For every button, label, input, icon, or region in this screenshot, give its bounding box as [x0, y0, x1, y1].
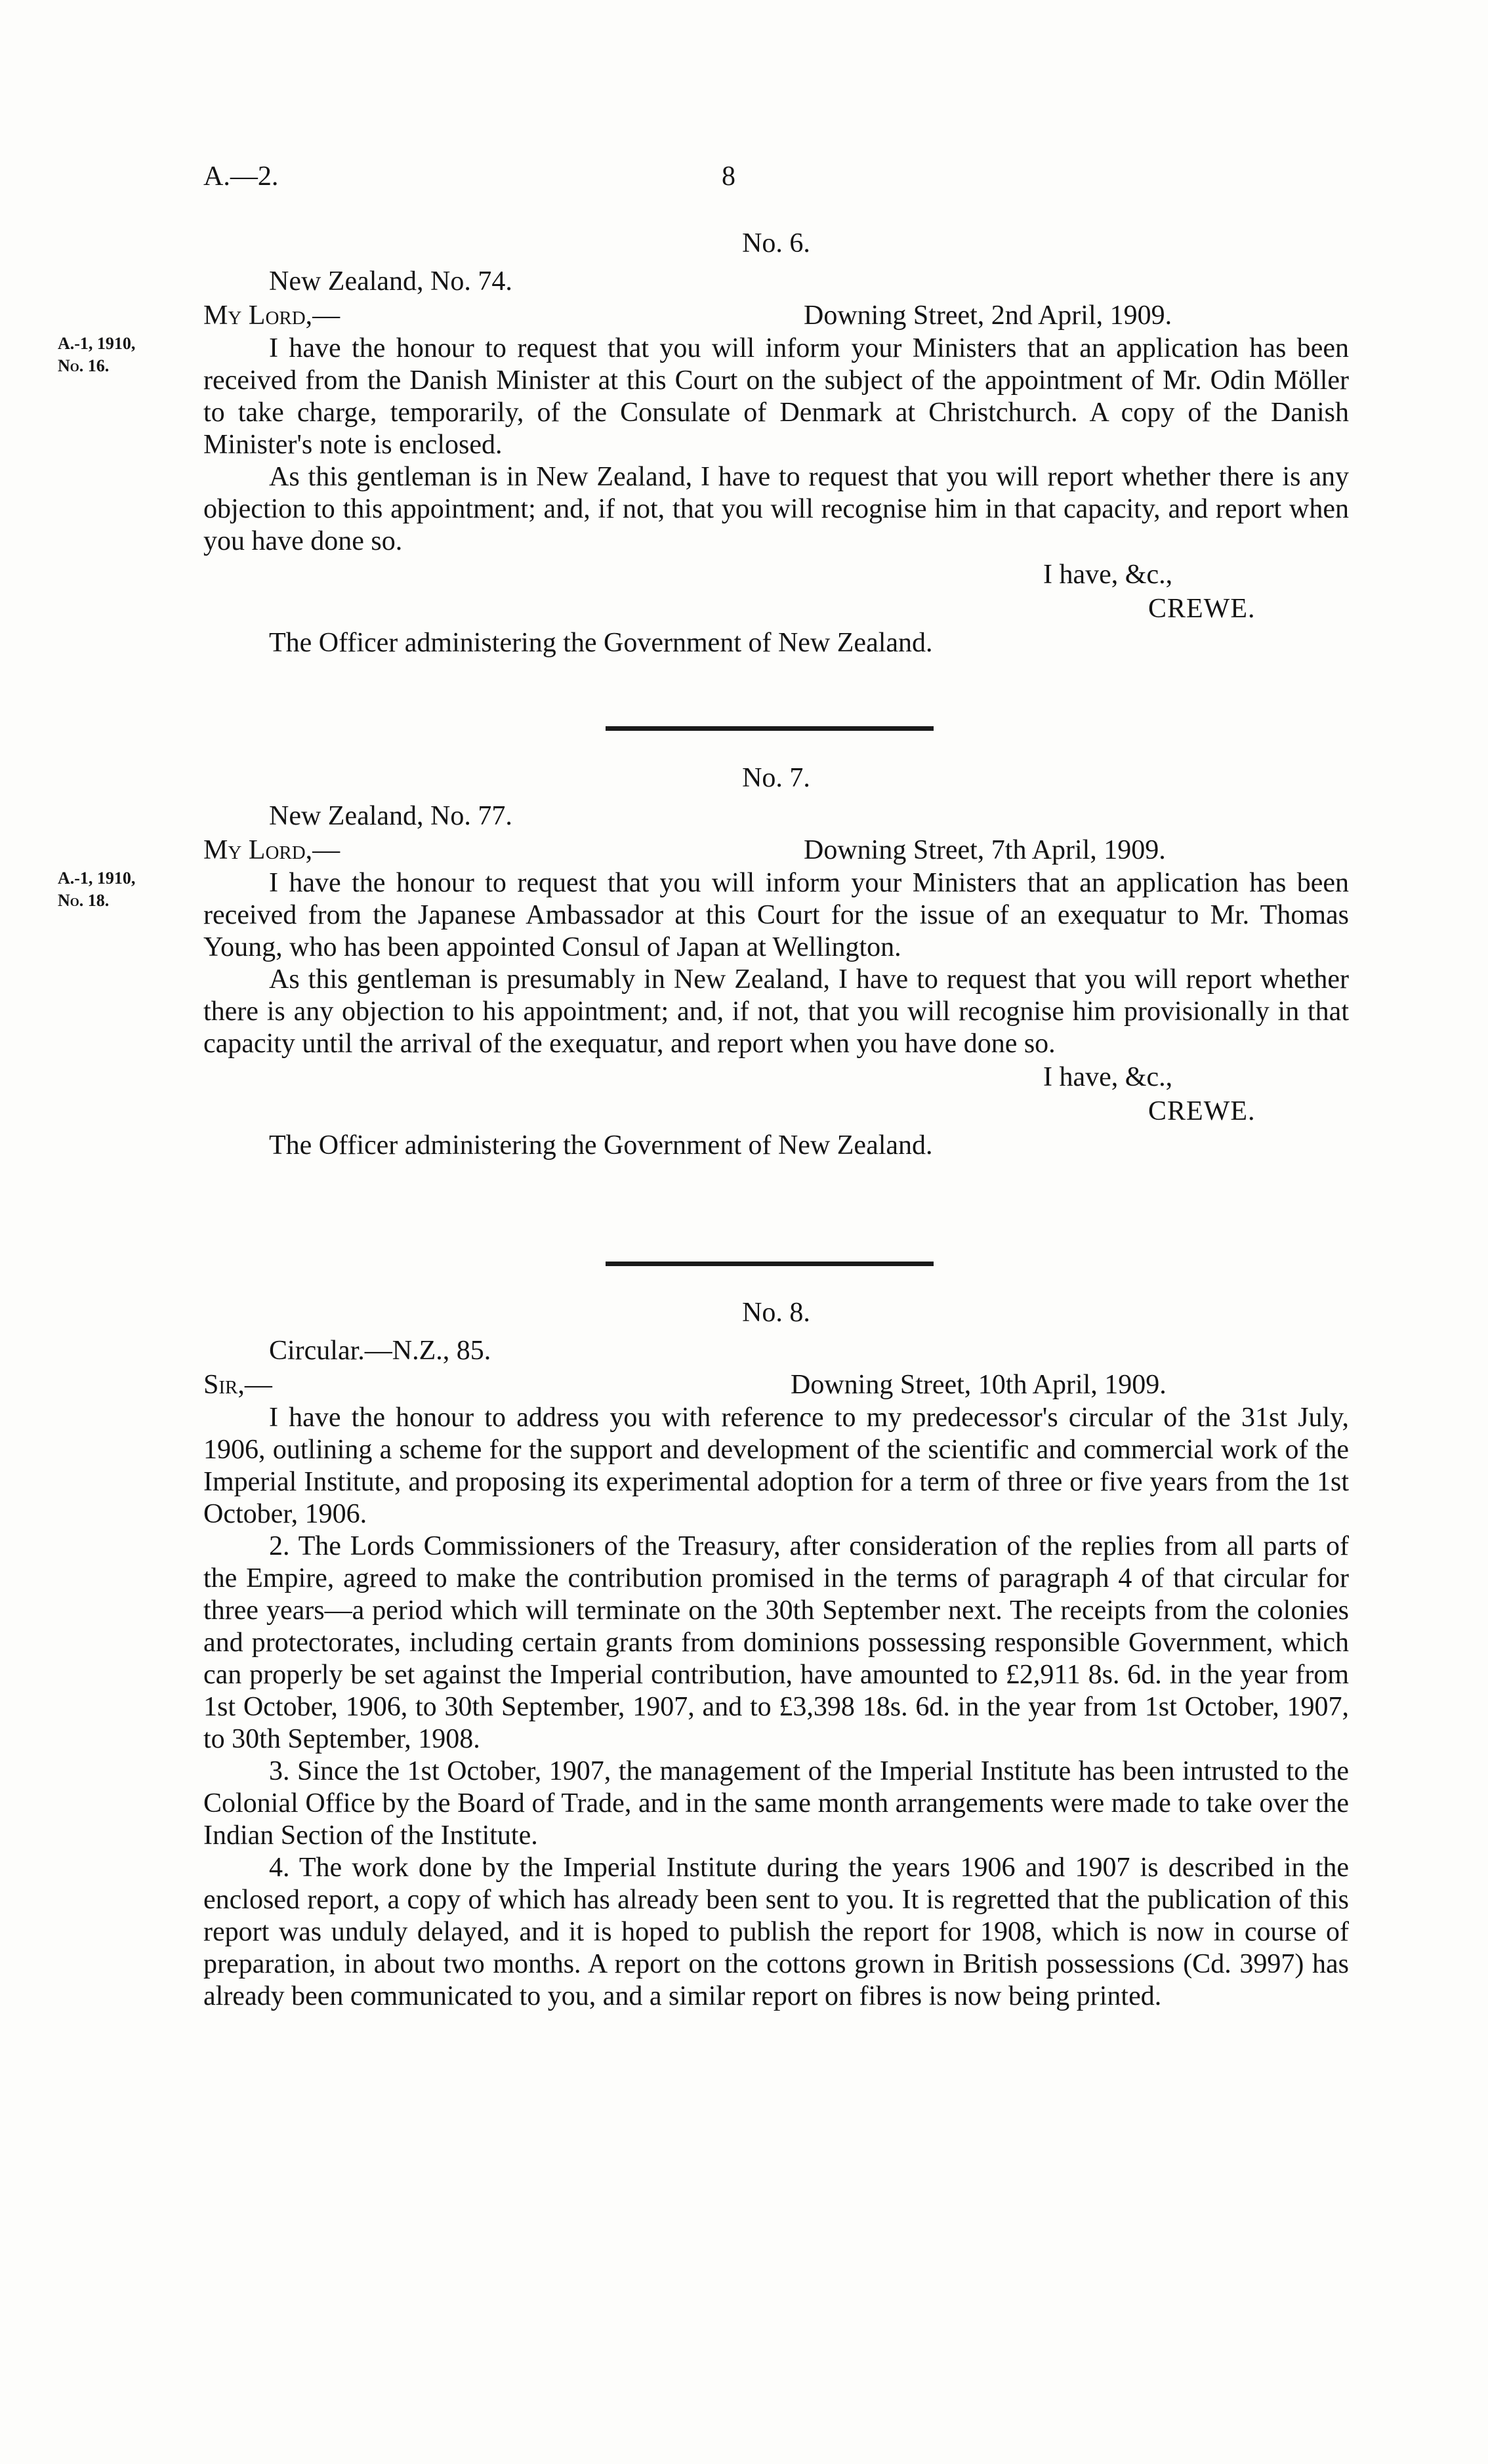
salutation: Sir,—	[203, 1370, 272, 1400]
salutation: My Lord,—	[203, 835, 341, 865]
margin-note-line: A.-1, 1910,	[58, 334, 136, 353]
letter-no-7	[203, 761, 1349, 1162]
margin-note-line: No. 18.	[58, 891, 110, 910]
place-date: Downing Street, 2nd April, 1909.	[804, 300, 1172, 331]
salutation-row	[203, 833, 1349, 867]
paragraph: I have the honour to request that you will inform your Ministers that an application has been received from the Danish Minister at this Court on the subject of the appointment of Mr. Odin Möller to take charge, temporarily, of the Consulate of Denmark at Christchurch. A copy of the Danish Minister's note is enclosed.	[203, 333, 1349, 460]
dispatch-reference: New Zealand, No. 77.	[269, 801, 512, 831]
dispatch-reference: Circular.—N.Z., 85.	[269, 1336, 491, 1366]
margin-note	[58, 333, 135, 377]
closing: I have, &c.,	[1043, 1062, 1173, 1092]
paragraph: As this gentleman is in New Zealand, I have to request that you will report whether there is any objection to this appointment; and, if not, that you will recognise him in that capacity, and report when you have done so.	[203, 462, 1349, 556]
page-number: 8	[722, 161, 735, 192]
margin-note-line: A.-1, 1910,	[58, 869, 136, 888]
signature: CREWE.	[1148, 594, 1256, 624]
closing: I have, &c.,	[1043, 560, 1173, 590]
dispatch-reference: New Zealand, No. 74.	[269, 266, 512, 297]
letter-number: No. 7.	[742, 763, 810, 793]
margin-note	[58, 867, 135, 912]
section-divider	[606, 726, 934, 731]
addressee: The Officer administering the Government of New Zealand.	[269, 628, 933, 658]
salutation: My Lord,—	[203, 300, 341, 331]
place-date: Downing Street, 10th April, 1909.	[791, 1370, 1167, 1400]
addressee: The Officer administering the Government of New Zealand.	[269, 1130, 933, 1160]
salutation-row	[203, 298, 1349, 333]
page-reference: A.—2.	[203, 161, 279, 192]
signature: CREWE.	[1148, 1096, 1256, 1126]
letter-no-8	[203, 1296, 1349, 2013]
letter-no-6	[203, 226, 1349, 660]
section-divider	[606, 1262, 934, 1266]
paragraph: 2. The Lords Commissioners of the Treasury, after consideration of the replies from all parts of the Empire, agreed to make the contribution promised in the terms of paragraph 4 of that circular for three years—a period which will terminate on the 30th September next. The receipts from the colonies and protectorates, including certain grants from dominions possessing responsible Government, which can properly be set against the Imperial contribution, have amounted to £2,911 8s. 6d. in the year from 1st October, 1906, to 30th September, 1907, and to £3,398 18s. 6d. in the year from 1st October, 1907, to 30th September, 1908.	[203, 1531, 1349, 1754]
paragraph: As this gentleman is presumably in New Zealand, I have to request that you will report whether there is any objection to his appointment; and, if not, that you will recognise him provisionally in that capacity until the arrival of the exequatur, and report when you have done so.	[203, 964, 1349, 1059]
letter-number: No. 8.	[742, 1298, 810, 1328]
paragraph: I have the honour to address you with reference to my predecessor's circular of the 31st July, 1906, outlining a scheme for the support and development of the scientific and commercial work of the Imperial Institute, and proposing its experimental adoption for a term of three or five years from the 1st October, 1906.	[203, 1403, 1349, 1529]
paragraph: 3. Since the 1st October, 1907, the management of the Imperial Institute has been intrusted to the Colonial Office by the Board of Trade, and in the same month arrangements were made to take over the Indian Section of the Institute.	[203, 1756, 1349, 1851]
place-date: Downing Street, 7th April, 1909.	[804, 835, 1166, 865]
paragraph: 4. The work done by the Imperial Institute during the years 1906 and 1907 is described in the enclosed report, a copy of which has already been sent to you. It is regretted that the publication of this report was unduly delayed, and it is hoped to publish the report for 1908, which is now in course of preparation, in about two months. A report on the cottons grown in British possessions (Cd. 3997) has already been communicated to you, and a similar report on fibres is now being printed.	[203, 1853, 1349, 2011]
salutation-row	[203, 1368, 1349, 1402]
margin-note-line: No. 16.	[58, 356, 110, 375]
letter-number: No. 6.	[742, 228, 810, 258]
paragraph: I have the honour to request that you will inform your Ministers that an application has been received from the Japanese Ambassador at this Court for the issue of an exequatur to Mr. Thomas Young, who has been appointed Consul of Japan at Wellington.	[203, 868, 1349, 962]
